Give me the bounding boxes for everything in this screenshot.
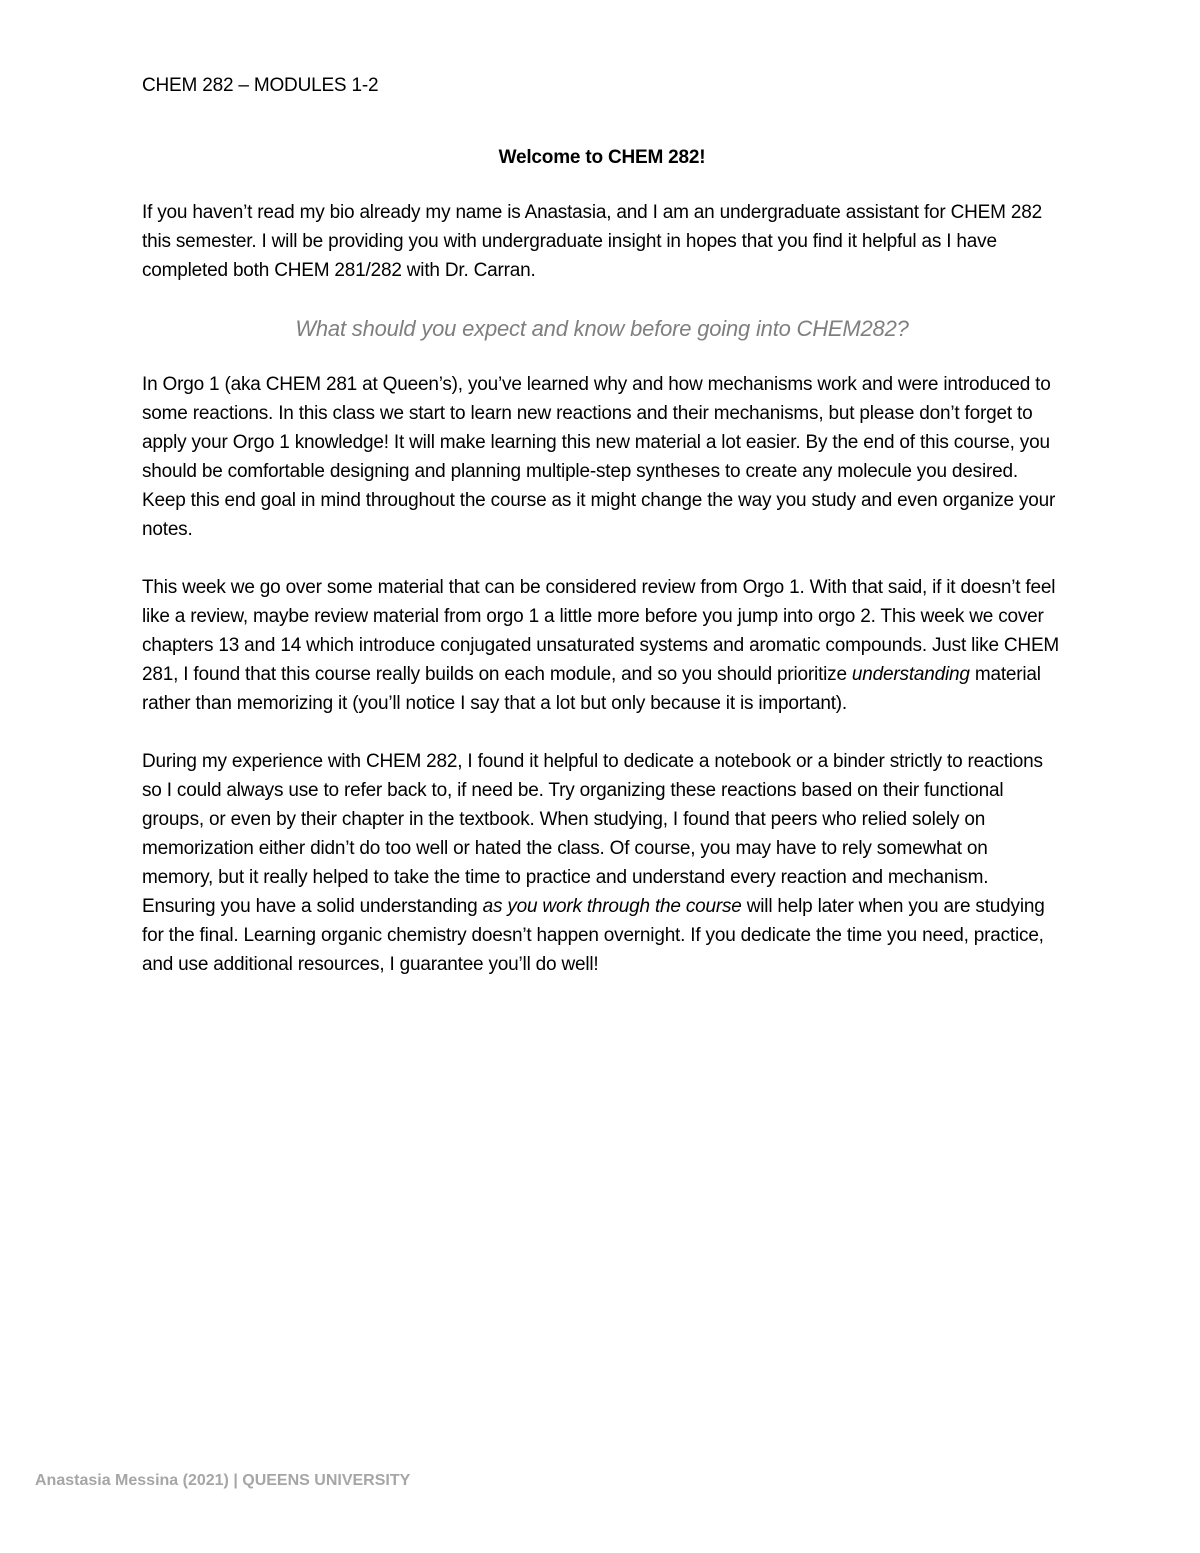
welcome-heading: Welcome to CHEM 282! bbox=[498, 147, 706, 168]
intro-paragraph: If you haven’t read my bio already my name is Anastasia, and I am an undergraduate assistant for CHEM 282 this semester. I will be providing you with undergraduate insight in hopes that you find it helpful as I have completed both CHEM 281/282 with Dr. Carran. bbox=[142, 202, 1042, 281]
paragraph-this-week-text-end: material rather than memorizing it (you’ll notice I say that a lot but only because it is important). bbox=[142, 664, 1041, 714]
document-header: CHEM 282 – MODULES 1-2 bbox=[142, 75, 379, 96]
paragraph-orgo-review: In Orgo 1 (aka CHEM 281 at Queen’s), you’ve learned why and how mechanisms work and were introduced to some reactions. In this class we start to learn new reactions and their mechanisms, but please don’t forget to apply your Orgo 1 knowledge! It will make learning this new material a lot easier. By the end of this course, you should be comfortable designing and planning multiple-step syntheses to create any molecule you desired. Keep this end goal in mind throughout the course as it might change the way you study and even organize your notes. bbox=[142, 374, 1056, 540]
paragraph-experience-text-start: During my experience with CHEM 282, I found it helpful to dedicate a notebook or a binder strictly to reactions so I could always use to refer back to, if need be. Try organizing these reactions based on their functional groups, or even by their chapter in the textbook. When studying, I found that peers who relied solely on memorization either didn’t do too well or hated the class. Of course, you may have to rely somewhat on memory, but it really helped to take the time to practice and understand every reaction and mechanism. Ensuring you have a solid understanding bbox=[142, 751, 1043, 917]
document-body bbox=[142, 143, 1062, 1008]
section-subtitle: What should you expect and know before going into CHEM282? bbox=[295, 316, 909, 341]
emphasis-work-through-course: as you work through the course bbox=[482, 896, 742, 917]
emphasis-understanding: understanding bbox=[851, 664, 970, 685]
document-footer: Anastasia Messina (2021) | QUEENS UNIVERSITY bbox=[35, 1472, 411, 1489]
paragraph-experience-text-end: will help later when you are studying for the final. Learning organic chemistry doesn’t happen overnight. If you dedicate the time you need, practice, and use additional resources, I guarantee you’ll do well! bbox=[142, 896, 1045, 975]
paragraph-experience bbox=[142, 747, 1062, 979]
paragraph-this-week bbox=[142, 573, 1062, 718]
paragraph-this-week-text-start: This week we go over some material that can be considered review from Orgo 1. With that said, if it doesn’t feel like a review, maybe review material from orgo 1 a little more before you jump into orgo 2. This week we cover chapters 13 and 14 which introduce conjugated unsaturated systems and aromatic compounds. Just like CHEM 281, I found that this course really builds on each module, and so you should prioritize bbox=[142, 577, 1060, 685]
